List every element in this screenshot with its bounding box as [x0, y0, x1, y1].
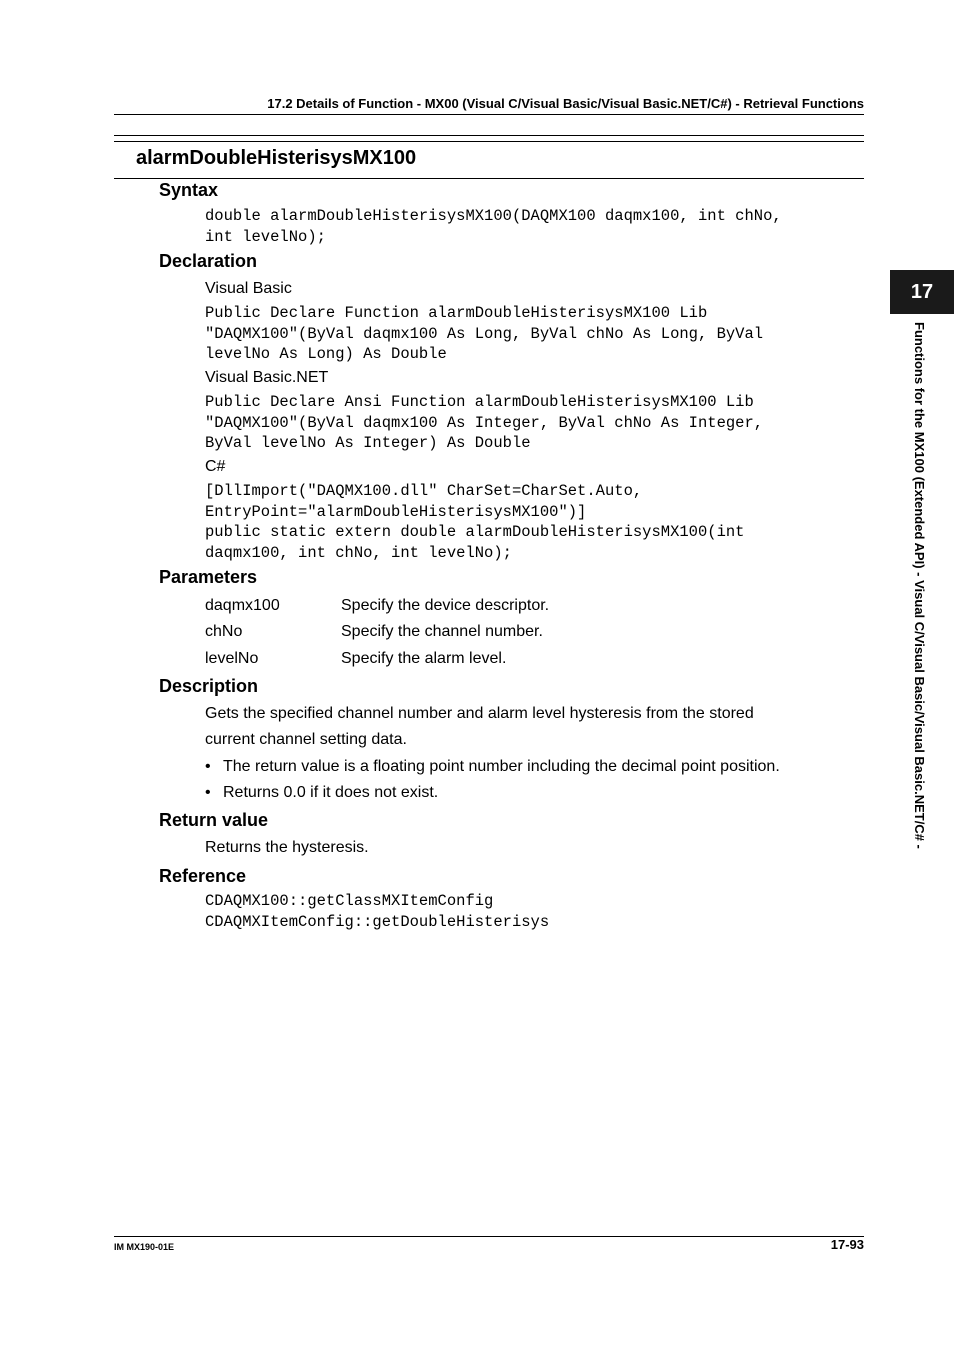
return-value-heading: Return value — [159, 810, 269, 830]
function-title: alarmDoubleHisterisysMX100 — [136, 147, 417, 169]
vb-label: Visual Basic — [205, 280, 292, 297]
document-id: IM MX190-01E — [114, 1242, 175, 1252]
bullet-text: The return value is a floating point number including the decimal point position. — [223, 758, 780, 775]
running-header: 17.2 Details of Function - MX00 (Visual C/Visual Basic/Visual Basic.NET/C#) - Retrieval Functions — [267, 96, 864, 111]
declaration-heading: Declaration — [159, 251, 258, 271]
title-top-rule-2 — [114, 141, 864, 142]
return-value-text: Returns the hysteresis. — [205, 839, 369, 856]
param-name: daqmx100 — [205, 597, 280, 614]
syntax-code: double alarmDoubleHisterisysMX100(DAQMX100 daqmx100, int chNo, int levelNo); — [205, 207, 782, 246]
vbnet-code: Public Declare Ansi Function alarmDoubleHisterisysMX100 Lib "DAQMX100"(ByVal daqmx100 As Integer, ByVal chNo As Integer, ByVal levelNo As Integer) As Double — [205, 393, 764, 453]
description-line-2: current channel setting data. — [205, 731, 407, 748]
page-number: 17-93 — [830, 1237, 864, 1252]
param-desc: Specify the channel number. — [341, 623, 543, 640]
reference-code: CDAQMX100::getClassMXItemConfig CDAQMXItemConfig::getDoubleHisterisys — [205, 892, 550, 931]
chapter-side-title-text: Functions for the MX100 (Extended API) - Visual C/Visual Basic/Visual Basic.NET/C# - — [912, 322, 927, 849]
vbnet-label: Visual Basic.NET — [205, 369, 329, 386]
param-desc: Specify the device descriptor. — [341, 597, 550, 614]
footer-rule — [114, 1236, 864, 1237]
bullet-item — [205, 758, 780, 776]
chapter-side-title — [912, 322, 926, 849]
bullet-item — [205, 784, 438, 802]
title-top-rule-1 — [114, 135, 864, 136]
bullet-icon: • — [205, 784, 211, 801]
header-rule — [114, 114, 864, 115]
title-bottom-rule — [114, 178, 864, 179]
parameters-heading: Parameters — [159, 567, 258, 587]
cs-label: C# — [205, 458, 226, 475]
vb-code: Public Declare Function alarmDoubleHisterisysMX100 Lib "DAQMX100"(ByVal daqmx100 As Long, ByVal chNo As Long, ByVal levelNo As Long) As Double — [205, 304, 764, 364]
param-desc: Specify the alarm level. — [341, 650, 507, 667]
description-heading: Description — [159, 676, 259, 696]
param-name: chNo — [205, 623, 243, 640]
chapter-tab: 17 — [890, 270, 954, 314]
bullet-icon: • — [205, 758, 211, 775]
bullet-text: Returns 0.0 if it does not exist. — [223, 784, 439, 801]
cs-code: [DllImport("DAQMX100.dll" CharSet=CharSet.Auto, EntryPoint="alarmDoubleHisterisysMX100")] public static extern double alarmDoubleHisterisysMX100(int daqmx100, int chNo, int levelNo); — [205, 482, 745, 563]
syntax-heading: Syntax — [159, 180, 219, 200]
param-name: levelNo — [205, 650, 259, 667]
reference-heading: Reference — [159, 866, 247, 886]
description-line-1: Gets the specified channel number and alarm level hysteresis from the stored — [205, 705, 754, 722]
